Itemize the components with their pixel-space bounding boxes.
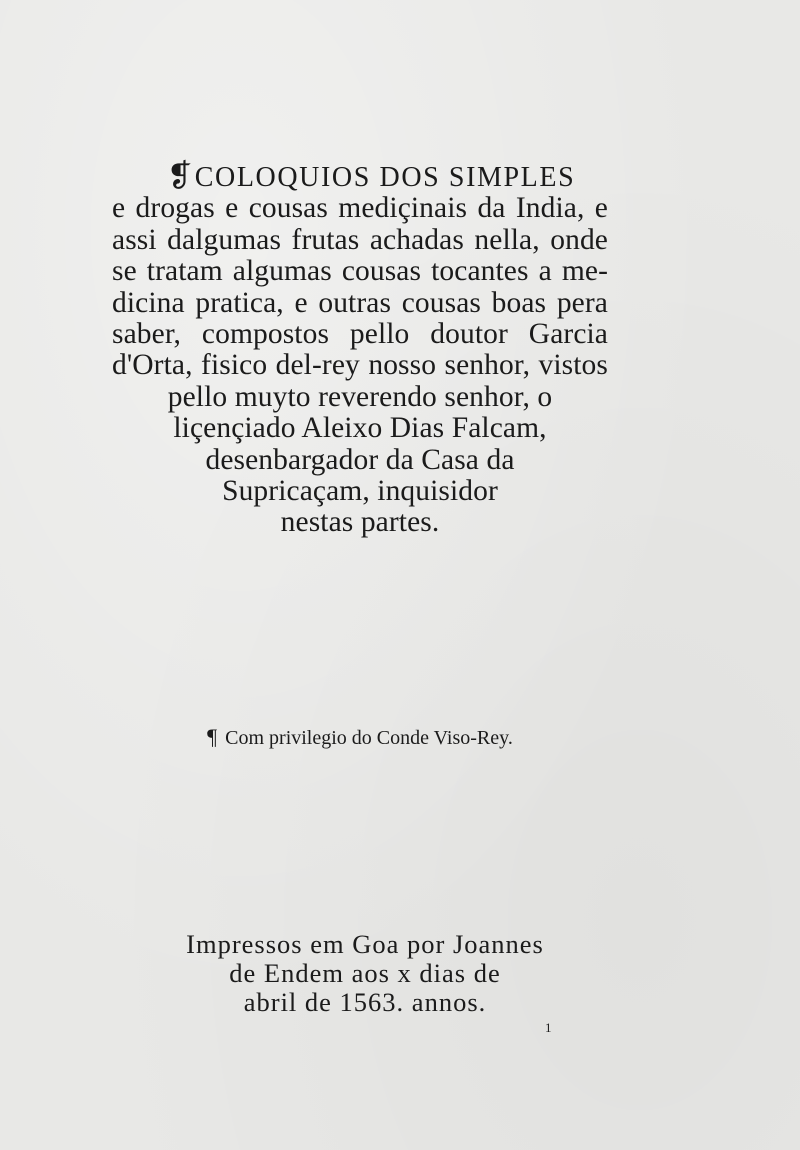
title-line-11: Supricaçam, inquisidor <box>222 475 498 508</box>
privilege-line <box>0 724 720 750</box>
title-heading: COLOQUIOS DOS SIMPLES <box>194 162 576 193</box>
privilege-text: Com privilegio do Conde Viso-Rey. <box>225 727 513 749</box>
title-line-6: saber, compostos pello doutor Garcia <box>112 318 608 351</box>
title-line-10: desenbargador da Casa da <box>205 443 515 476</box>
title-line-1 <box>112 160 608 193</box>
title-line-8: pello muyto reverendo senhor, o <box>167 380 553 413</box>
title-line-7: d'Orta, fisico del-rey nosso senhor, vistos <box>112 349 608 382</box>
title-line-3: assi dalgumas frutas achadas nella, onde <box>112 223 608 256</box>
title-block <box>112 160 608 539</box>
imprint-block <box>150 930 580 1017</box>
imprint-line-1: Impressos em Goa por Joannes <box>186 929 544 959</box>
pilcrow-mark: ❡ <box>166 158 193 193</box>
title-line-5: dicina pratica, e outras cousas boas pera <box>112 286 608 319</box>
title-line-4: se tratam algumas cousas tocantes a me- <box>112 255 608 288</box>
imprint-line-2: de Endem aos x dias de <box>229 958 501 988</box>
title-line-12: nestas partes. <box>280 506 440 539</box>
page-number: 1 <box>545 1020 552 1035</box>
paragraph-mark: ¶ <box>207 724 218 749</box>
title-line-9: liçençiado Aleixo Dias Falcam, <box>173 412 547 445</box>
title-line-2: e drogas e cousas mediçinais da India, e <box>112 192 608 225</box>
imprint-line-3: abril de 1563. annos. <box>243 987 487 1017</box>
